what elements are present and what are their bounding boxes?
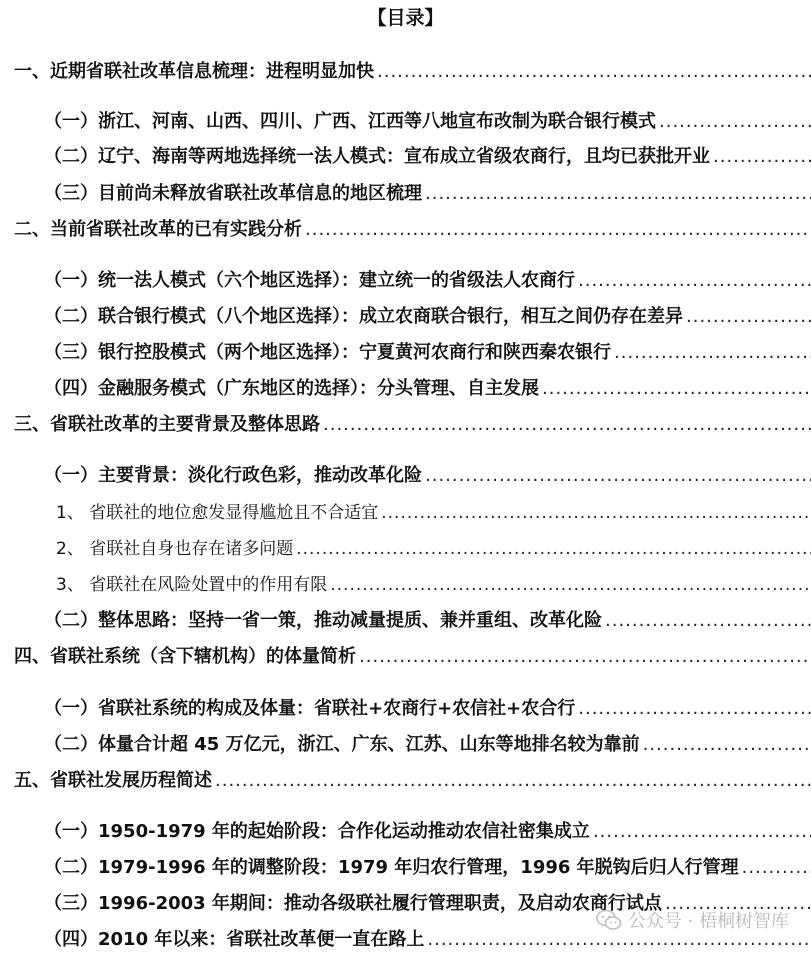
toc-item-label: 3、 省联社在风险处置中的作用有限 (56, 575, 328, 595)
toc-subsection-label: （二）体量合计超 45 万亿元，浙江、广东、江苏、山东等地排名较为靠前 (44, 734, 640, 755)
toc-leader-dots (381, 499, 811, 527)
toc-leader-dots (542, 375, 811, 403)
toc-subsection-4-1[interactable] (44, 695, 811, 723)
toc-section-3[interactable] (14, 411, 811, 439)
wechat-icon (596, 909, 622, 931)
toc-section-2[interactable] (14, 216, 811, 244)
toc-section-4[interactable] (14, 643, 811, 671)
toc-section-label: 一、近期省联社改革信息梳理：进程明显加快 (14, 61, 374, 82)
watermark-text: 公众号 · 梧桐树智库 (627, 911, 789, 932)
toc-item-label: 2、 省联社自身也存在诸多问题 (56, 539, 294, 559)
toc-subsection-2-4[interactable] (44, 375, 811, 403)
toc-leader-dots (614, 339, 811, 367)
toc-subsection-label: （一）浙江、河南、山西、四川、广西、江西等八地宣布改制为联合银行模式 (44, 111, 656, 132)
toc-leader-dots (425, 462, 811, 490)
toc-subsection-label: （三）银行控股模式（两个地区选择）：宁夏黄河农商行和陕西秦农银行 (44, 342, 611, 363)
toc-section-label: 三、省联社改革的主要背景及整体思路 (14, 414, 320, 435)
toc-subsection-3-2[interactable] (44, 607, 811, 635)
toc-leader-dots (578, 695, 811, 723)
toc-leader-dots (215, 767, 811, 795)
toc-title: 【目录】 (367, 7, 444, 29)
toc-leader-dots (643, 731, 811, 759)
toc-subsection-3-1[interactable] (44, 462, 811, 490)
toc-leader-dots (578, 267, 811, 295)
toc-leader-dots (659, 108, 811, 136)
toc-leader-dots (686, 303, 811, 331)
toc-subsection-label: （二）联合银行模式（八个地区选择）：成立农商联合银行，相互之间仍存在差异 (44, 306, 683, 327)
toc-leader-dots (742, 854, 811, 882)
toc-leader-dots (296, 535, 811, 563)
toc-subsection-label: （四）金融服务模式（广东地区的选择）：分头管理、自主发展 (44, 378, 539, 399)
toc-subsection-2-2[interactable] (44, 303, 811, 331)
toc-section-label: 二、当前省联社改革的已有实践分析 (14, 219, 302, 240)
toc-leader-dots (359, 643, 811, 671)
toc-subsection-label: （一）统一法人模式（六个地区选择）：建立统一的省级法人农商行 (44, 270, 575, 291)
toc-subsection-1-3[interactable] (44, 180, 811, 208)
toc-item-3-1-3[interactable] (56, 571, 811, 599)
toc-subsection-label: （一）主要背景：淡化行政色彩，推动改革化险 (44, 465, 422, 486)
toc-subsection-label: （二）1979-1996 年的调整阶段：1979 年归农行管理，1996 年脱钩后归人行管理 (44, 857, 739, 878)
toc-subsection-label: （三）目前尚未释放省联社改革信息的地区梳理 (44, 183, 422, 204)
toc-leader-dots (305, 216, 811, 244)
toc-subsection-label: （四）2010 年以来：省联社改革便一直在路上 (44, 929, 425, 950)
toc-subsection-1-2[interactable] (44, 143, 811, 171)
toc-subsection-label: （一）省联社系统的构成及体量：省联社+农商行+农信社+农合行 (44, 698, 576, 719)
toc-leader-dots (323, 411, 811, 439)
toc-item-3-1-1[interactable] (56, 499, 811, 527)
toc-section-label: 五、省联社发展历程简述 (14, 770, 212, 791)
toc-leader-dots (713, 143, 811, 171)
toc-section-1[interactable] (14, 58, 811, 86)
toc-leader-dots (377, 58, 811, 86)
toc-subsection-label: （二）辽宁、海南等两地选择统一法人模式：宣布成立省级农商行，且均已获批开业 (44, 146, 710, 167)
toc-subsection-1-1[interactable] (44, 108, 811, 136)
toc-item-3-1-2[interactable] (56, 535, 811, 563)
toc-section-5[interactable] (14, 767, 811, 795)
toc-subsection-2-1[interactable] (44, 267, 811, 295)
toc-leader-dots (330, 571, 811, 599)
toc-leader-dots (605, 607, 811, 635)
toc-subsection-5-2[interactable] (44, 854, 811, 882)
toc-subsection-4-2[interactable] (44, 731, 811, 759)
toc-leader-dots (425, 180, 811, 208)
toc-subsection-5-1[interactable] (44, 818, 811, 846)
watermark (596, 905, 789, 935)
toc-section-label: 四、省联社系统（含下辖机构）的体量简析 (14, 646, 356, 667)
toc-item-label: 1、 省联社的地位愈发显得尴尬且不合适宜 (56, 503, 379, 523)
toc-subsection-label: （三）1996-2003 年期间：推动各级联社履行管理职责，及启动农商行试点 (44, 893, 662, 914)
toc-leader-dots (593, 818, 811, 846)
toc-subsection-label: （一）1950-1979 年的起始阶段：合作化运动推动农信社密集成立 (44, 821, 590, 842)
toc-subsection-2-3[interactable] (44, 339, 811, 367)
toc-subsection-label: （二）整体思路：坚持一省一策，推动减量提质、兼并重组、改革化险 (44, 610, 602, 631)
